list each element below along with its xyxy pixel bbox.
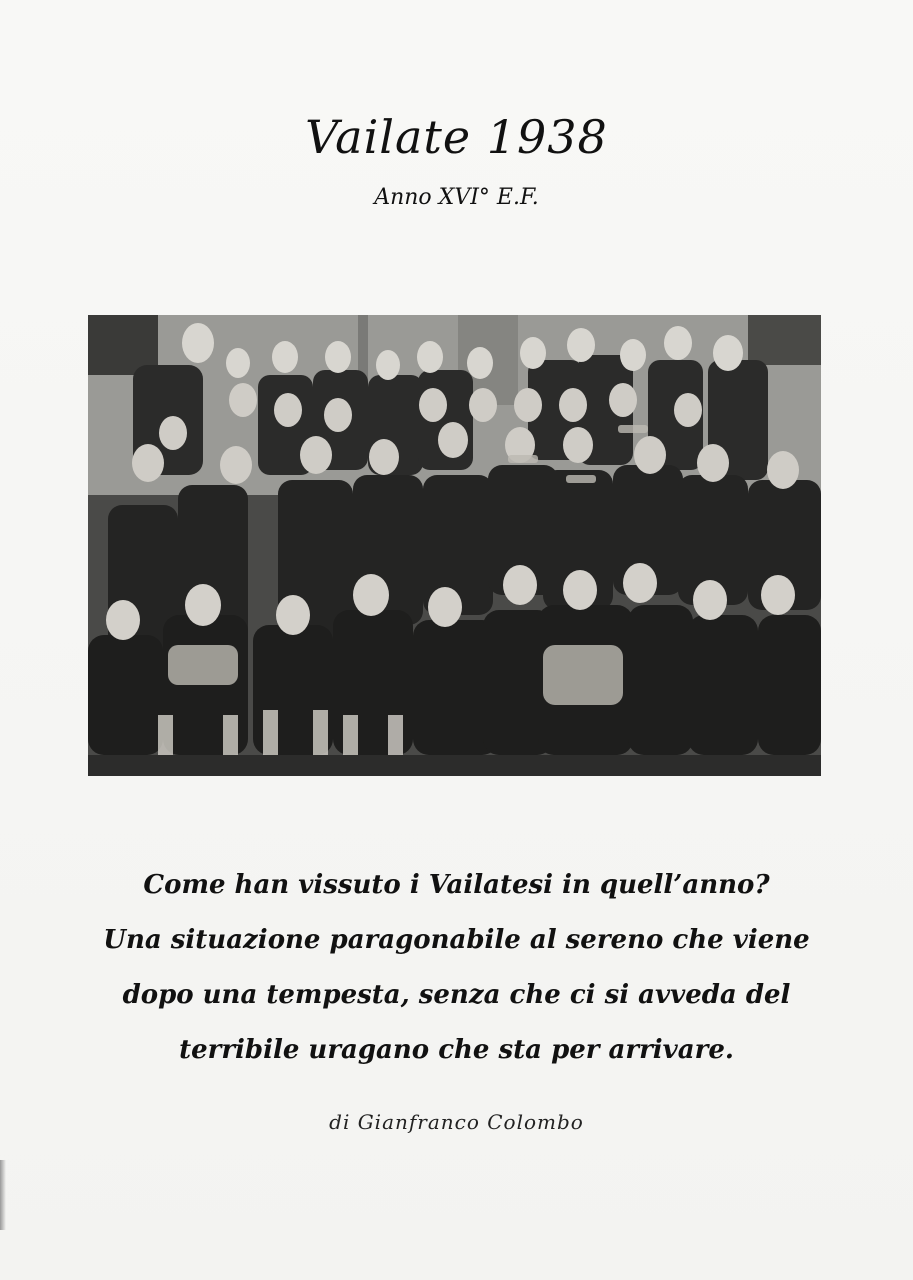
page-edge-shadow (0, 1160, 6, 1230)
cover-author: di Gianfranco Colombo (329, 1110, 584, 1134)
class-photo-image (88, 315, 821, 776)
cover-subtitle: Anno XVI° E.F. (374, 185, 539, 210)
cover-title: Vailate 1938 (305, 110, 608, 164)
cover-description: Una situazione paragonabile al sereno che viene dopo una tempesta, senza che ci si avveda del terribile uragano che sta per arrivare. (103, 925, 810, 1065)
cover-question: Come han vissuto i Vailatesi in quell’anno? (143, 870, 770, 900)
class-photo (88, 315, 821, 776)
cover-text (90, 858, 823, 1078)
